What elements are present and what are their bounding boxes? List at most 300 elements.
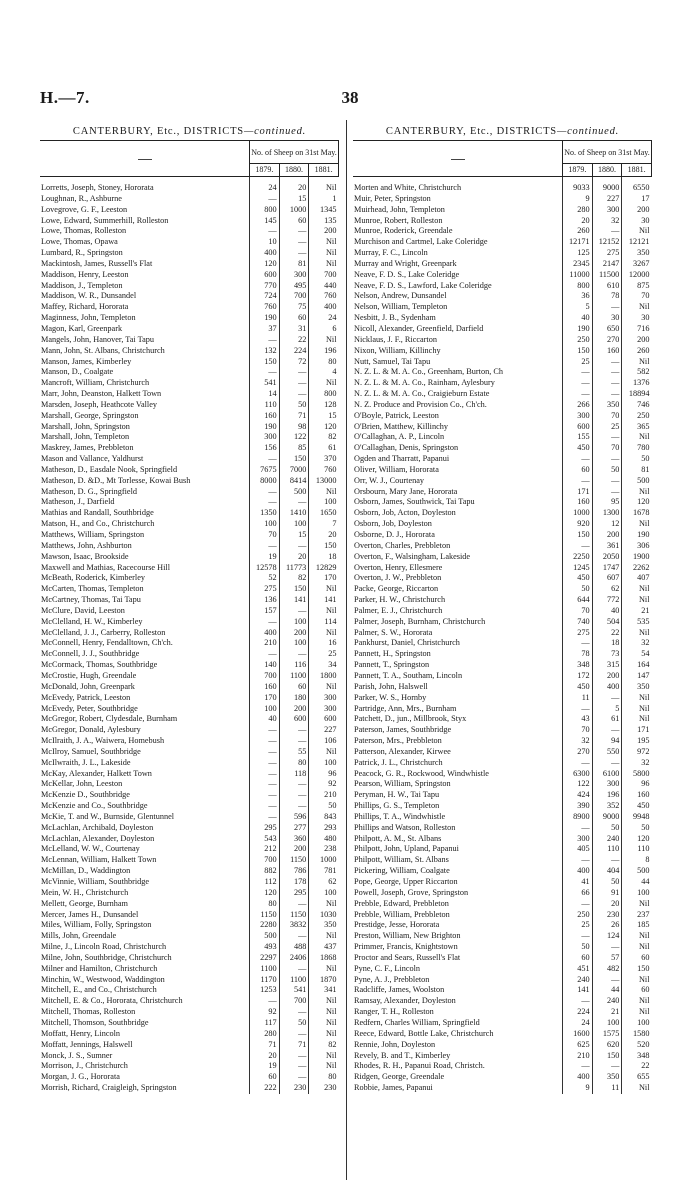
owner-name-cell: Minchin, W., Westwood, Waddington	[41, 974, 165, 984]
sheep-1880-cell: 21	[592, 1007, 622, 1018]
owner-name-cell: Murray and Wright, Greenpark	[354, 258, 457, 268]
sheep-1881-cell: 746	[622, 400, 652, 411]
table-row	[40, 812, 339, 823]
sheep-1881-cell: Nil	[309, 1007, 339, 1018]
sheep-1880-cell: —	[279, 541, 309, 552]
table-row	[353, 855, 652, 866]
sheep-1879-cell: —	[250, 769, 280, 780]
sheep-1881-cell: 17	[622, 194, 652, 205]
table-row	[40, 281, 339, 292]
owner-name-cell: Mackintosh, James, Russell's Flat	[41, 258, 153, 268]
sheep-1880-cell: 9000	[592, 177, 622, 194]
table-row	[40, 530, 339, 541]
owner-name-cell: Mann, John, St. Albans, Christchurch	[41, 345, 165, 355]
sheep-1880-cell: —	[279, 367, 309, 378]
sheep-1880-cell: 18	[592, 638, 622, 649]
sheep-1881-cell: Nil	[309, 899, 339, 910]
table-row	[353, 899, 652, 910]
sheep-1881-cell: 3267	[622, 259, 652, 270]
owner-name-cell: Ridgen, George, Greendale	[354, 1072, 445, 1082]
table-row	[40, 487, 339, 498]
sheep-1879-cell: 210	[563, 1051, 593, 1062]
sheep-1879-cell: 70	[563, 725, 593, 736]
table-row	[353, 964, 652, 975]
owner-name-cell: Mellett, George, Burnham	[41, 898, 128, 908]
sheep-1880-cell: 20	[592, 899, 622, 910]
sheep-1880-cell: 91	[592, 888, 622, 899]
owner-name-cell: Ramsay, Alexander, Doyleston	[354, 996, 456, 1006]
owner-name-cell: Mawson, Isaac, Brookside	[41, 551, 129, 561]
sheep-1881-cell: 230	[309, 1083, 339, 1094]
sheep-1881-cell: 100	[309, 888, 339, 899]
sheep-1879-cell: 1170	[250, 975, 280, 986]
sheep-1879-cell: 155	[563, 432, 593, 443]
table-row	[353, 1040, 652, 1051]
sheep-1881-cell: 655	[622, 1072, 652, 1083]
table-row	[353, 378, 652, 389]
sheep-1881-cell: Nil	[309, 584, 339, 595]
owner-name-cell: McKay, Alexander, Halkett Town	[41, 768, 152, 778]
sheep-1880-cell: 15	[279, 194, 309, 205]
sheep-1881-cell: 135	[309, 216, 339, 227]
table-row	[40, 1083, 339, 1094]
sheep-1881-cell: 170	[309, 573, 339, 584]
owner-name-cell: McKellar, John, Leeston	[41, 779, 123, 789]
owner-name-cell: Nesbitt, J. B., Sydenham	[354, 313, 436, 323]
name-column-header	[40, 141, 250, 177]
owner-name-cell: McKenzie D., Southbridge	[41, 790, 130, 800]
owner-name-cell: Philpott, A. M., St. Albans	[354, 833, 442, 843]
owner-name-cell: Lorretts, Joseph, Stoney, Hororata	[41, 183, 154, 192]
sheep-1881-cell: 13000	[309, 476, 339, 487]
table-row	[353, 281, 652, 292]
sheep-1879-cell: —	[563, 1061, 593, 1072]
sheep-1881-cell: Nil	[622, 584, 652, 595]
sheep-1879-cell: 400	[563, 1072, 593, 1083]
sheep-1879-cell: 125	[563, 248, 593, 259]
owner-name-cell: McEvedy, Peter, Southbridge	[41, 703, 138, 713]
sheep-1879-cell: 150	[563, 346, 593, 357]
sheep-1879-cell: 882	[250, 866, 280, 877]
table-row	[40, 769, 339, 780]
table-row	[40, 563, 339, 574]
header-dash	[138, 159, 152, 160]
sheep-1881-cell: 6550	[622, 177, 652, 194]
sheep-1880-cell: 786	[279, 866, 309, 877]
owner-name-cell: N. Z. L. & M. A. Co., Rainham, Aylesbury	[354, 378, 495, 388]
sheep-1880-cell: 315	[592, 660, 622, 671]
sheep-1880-cell: 2147	[592, 259, 622, 270]
sheep-1880-cell: 360	[279, 834, 309, 845]
sheep-1881-cell: 120	[622, 834, 652, 845]
sheep-1879-cell: 41	[563, 877, 593, 888]
owner-name-cell: Pickering, William, Coalgate	[354, 866, 450, 876]
owner-name-cell: N. Z. Produce and Provision Co., Ch'ch.	[354, 399, 487, 409]
owner-name-cell: Prestidge, Jesse, Hororata	[354, 920, 440, 930]
sheep-1880-cell: 100	[279, 638, 309, 649]
owner-name-cell: Nicoll, Alexander, Greenfield, Darfield	[354, 323, 484, 333]
owner-name-cell: McKie, T. and W., Burnside, Glentunnel	[41, 811, 175, 821]
sheep-1880-cell: 230	[279, 1083, 309, 1094]
sheep-1881-cell: 1376	[622, 378, 652, 389]
table-row	[40, 682, 339, 693]
table-row	[353, 649, 652, 660]
owner-name-cell: Osborn, Job, Doyleston	[354, 519, 432, 529]
sheep-1881-cell: 300	[309, 693, 339, 704]
table-row	[353, 866, 652, 877]
sheep-1881-cell: 5800	[622, 769, 652, 780]
table-row	[40, 367, 339, 378]
sheep-1879-cell: —	[563, 758, 593, 769]
table-row	[353, 454, 652, 465]
sheep-1881-cell: 96	[309, 769, 339, 780]
sheep-1879-cell: —	[563, 931, 593, 942]
sheep-1880-cell: —	[279, 248, 309, 259]
table-row	[353, 877, 652, 888]
owner-name-cell: McCrostie, Hugh, Greendale	[41, 670, 137, 680]
sheep-1881-cell: 716	[622, 324, 652, 335]
sheep-1880-cell: 1300	[592, 508, 622, 519]
sheep-1879-cell: 11	[563, 693, 593, 704]
owner-name-cell: McCartney, Thomas, Tai Tapu	[41, 595, 141, 605]
table-row	[40, 584, 339, 595]
owner-name-cell: Nutt, Samuel, Tai Tapu	[354, 356, 431, 366]
owner-name-cell: Mills, John, Greendale	[41, 931, 117, 941]
table-row	[353, 975, 652, 986]
sheep-1880-cell: —	[592, 302, 622, 313]
owner-name-cell: Matheson, J., Darfield	[41, 497, 115, 507]
sheep-1879-cell: 770	[250, 281, 280, 292]
table-row	[40, 931, 339, 942]
sheep-1881-cell: 164	[622, 660, 652, 671]
table-row	[40, 617, 339, 628]
sheep-1880-cell: 295	[279, 888, 309, 899]
table-row	[353, 769, 652, 780]
owner-name-cell: McClelland, H. W., Kimberley	[41, 616, 143, 626]
sheep-1881-cell: 50	[622, 454, 652, 465]
sheep-1881-cell: 1030	[309, 910, 339, 921]
owner-name-cell: Munroe, Roderick, Greendale	[354, 226, 453, 236]
sheep-1880-cell: 650	[592, 324, 622, 335]
table-row	[353, 465, 652, 476]
section-title: CANTERBURY, Etc., DISTRICTS	[72, 126, 244, 137]
sheep-1881-cell: 150	[309, 541, 339, 552]
sheep-1879-cell: 9033	[563, 177, 593, 194]
sheep-1879-cell: 250	[563, 335, 593, 346]
owner-name-cell: Nelson, William, Templeton	[354, 302, 448, 312]
sheep-1880-cell: —	[279, 649, 309, 660]
sheep-1880-cell: —	[592, 758, 622, 769]
sheep-1881-cell: 260	[622, 346, 652, 357]
sheep-1881-cell: 61	[309, 443, 339, 454]
sheep-1881-cell: 24	[309, 313, 339, 324]
sheep-1881-cell: 21	[622, 606, 652, 617]
owner-name-cell: McLachlan, Alexander, Doyleston	[41, 833, 155, 843]
table-row	[40, 216, 339, 227]
table-row	[40, 628, 339, 639]
table-row	[40, 866, 339, 877]
table-row	[40, 779, 339, 790]
table-row	[40, 443, 339, 454]
table-row	[353, 736, 652, 747]
sheep-1880-cell: 116	[279, 660, 309, 671]
sheep-1879-cell: —	[563, 855, 593, 866]
sheep-1879-cell: 19	[250, 1061, 280, 1072]
sheep-1880-cell: —	[592, 357, 622, 368]
sheep-1881-cell: Nil	[622, 595, 652, 606]
sheep-1879-cell: 52	[250, 573, 280, 584]
year-header-1879: 1879.	[250, 164, 280, 177]
table-row	[40, 432, 339, 443]
table-row	[353, 497, 652, 508]
table-row	[353, 725, 652, 736]
table-row	[353, 996, 652, 1007]
owner-name-cell: N. Z. L. & M. A. Co., Greenham, Burton, Ch	[354, 367, 503, 377]
owner-name-cell: Orr, W. J., Courtenay	[354, 475, 425, 485]
sheep-1880-cell: 71	[279, 411, 309, 422]
sheep-1879-cell: 2297	[250, 953, 280, 964]
sheep-1879-cell: 266	[563, 400, 593, 411]
sheep-1880-cell: 150	[279, 454, 309, 465]
owner-name-cell: Oliver, William, Hororata	[354, 464, 439, 474]
sheep-1879-cell: 1000	[563, 508, 593, 519]
table-row	[40, 389, 339, 400]
sheep-1880-cell: 118	[279, 769, 309, 780]
sheep-1880-cell: 61	[592, 714, 622, 725]
sheep-1880-cell: 200	[279, 704, 309, 715]
owner-name-cell: Osborn, James, Southwick, Tai Tapu	[354, 497, 475, 507]
sheep-1880-cell: 350	[592, 1072, 622, 1083]
sheep-1880-cell: 50	[279, 400, 309, 411]
sheep-1880-cell: —	[279, 237, 309, 248]
sheep-1881-cell: Nil	[309, 996, 339, 1007]
sheep-1879-cell: —	[250, 649, 280, 660]
sheep-1879-cell: —	[250, 725, 280, 736]
sheep-1881-cell: Nil	[622, 996, 652, 1007]
sheep-1879-cell: 36	[563, 291, 593, 302]
sheep-1881-cell: 106	[309, 736, 339, 747]
table-row	[353, 226, 652, 237]
sheep-1879-cell: —	[563, 823, 593, 834]
table-row	[40, 400, 339, 411]
sheep-1879-cell: 190	[250, 422, 280, 433]
sheep-1880-cell: 100	[279, 617, 309, 628]
sheep-1881-cell: 250	[622, 411, 652, 422]
sheep-1880-cell: 200	[279, 628, 309, 639]
table-row	[40, 476, 339, 487]
sheep-1880-cell: 482	[592, 964, 622, 975]
table-row	[40, 953, 339, 964]
owner-name-cell: Nixon, William, Killinchy	[354, 345, 441, 355]
table-row	[40, 519, 339, 530]
table-row	[40, 920, 339, 931]
sheep-1879-cell: —	[250, 790, 280, 801]
section-heading	[40, 124, 339, 140]
sheep-1880-cell: 11	[592, 1083, 622, 1094]
owner-name-cell: McVinnie, William, Southbridge	[41, 877, 150, 886]
sheep-1880-cell: 700	[279, 996, 309, 1007]
owner-name-cell: Mitchell, E. & Co., Hororata, Christchurch	[41, 996, 183, 1006]
sheep-1880-cell: —	[279, 899, 309, 910]
sheep-1879-cell: 300	[563, 411, 593, 422]
sheep-1881-cell: 120	[309, 422, 339, 433]
year-header-1880: 1880.	[592, 164, 622, 177]
owner-name-cell: Lumbard, R., Springston	[41, 248, 123, 258]
sheep-1879-cell: 50	[563, 584, 593, 595]
sheep-1880-cell: 11500	[592, 270, 622, 281]
sheep-1879-cell: —	[563, 704, 593, 715]
table-row	[353, 931, 652, 942]
sheep-1879-cell: 170	[250, 693, 280, 704]
table-row	[353, 541, 652, 552]
owner-name-cell: Parish, John, Halswell	[354, 681, 428, 691]
sheep-1881-cell: 1800	[309, 671, 339, 682]
sheep-1881-cell: Nil	[622, 704, 652, 715]
owner-name-cell: McGregor, Robert, Clydesdale, Burnham	[41, 714, 178, 724]
sheep-1880-cell: 178	[279, 877, 309, 888]
sheep-1880-cell: 82	[279, 573, 309, 584]
sheep-1879-cell: 150	[563, 530, 593, 541]
table-row	[353, 216, 652, 227]
sheep-1880-cell: —	[279, 736, 309, 747]
table-row	[40, 378, 339, 389]
owner-name-cell: Prebble, William, Prebbleton	[354, 909, 450, 919]
sheep-1881-cell: 238	[309, 844, 339, 855]
sheep-1881-cell: Nil	[622, 714, 652, 725]
table-row	[40, 942, 339, 953]
owner-name-cell: Peryman, H. W., Tai Tapu	[354, 790, 440, 800]
owner-name-cell: McLennan, William, Halkett Town	[41, 855, 157, 865]
sheep-1879-cell: 132	[250, 346, 280, 357]
sheep-1881-cell: Nil	[309, 628, 339, 639]
page-header	[40, 88, 660, 110]
sheep-1880-cell: —	[279, 725, 309, 736]
sheep-1879-cell: 92	[250, 1007, 280, 1018]
column-divider	[346, 120, 347, 1180]
sheep-1879-cell: 25	[563, 357, 593, 368]
sheep-1879-cell: 275	[250, 584, 280, 595]
table-row	[40, 975, 339, 986]
owner-name-cell: Milner and Hamilton, Christchurch	[41, 963, 158, 973]
table-row	[353, 194, 652, 205]
sheep-1881-cell: Nil	[622, 487, 652, 498]
owner-name-cell: Revely, B. and T., Kimberley	[354, 1050, 451, 1060]
sheep-1879-cell: 1600	[563, 1029, 593, 1040]
sheep-1879-cell: 800	[563, 281, 593, 292]
sheep-1880-cell: 2406	[279, 953, 309, 964]
table-row	[353, 270, 652, 281]
sheep-1880-cell: —	[592, 226, 622, 237]
sheep-1879-cell: 390	[563, 801, 593, 812]
owner-name-cell: Proctor and Sears, Russell's Flat	[354, 952, 461, 962]
table-row	[353, 519, 652, 530]
sheep-1881-cell: 1000	[309, 855, 339, 866]
owner-name-cell: Phillips, G. S., Templeton	[354, 801, 440, 811]
sheep-1881-cell: 480	[309, 834, 339, 845]
sheep-1880-cell: —	[592, 367, 622, 378]
sheep-1881-cell: 600	[309, 714, 339, 725]
owner-name-cell: Ogden and Tharratt, Papanui	[354, 454, 450, 464]
sheep-1881-cell: 15	[309, 411, 339, 422]
owner-name-cell: Milne, John, Southbridge, Christchurch	[41, 952, 172, 962]
owner-name-cell: Muirhead, John, Templeton	[354, 204, 445, 214]
sheep-1881-cell: 1	[309, 194, 339, 205]
table-row	[40, 1040, 339, 1051]
sheep-1879-cell: —	[563, 367, 593, 378]
owner-name-cell: O'Callaghan, A. P., Lincoln	[354, 432, 445, 442]
table-row	[353, 1018, 652, 1029]
table-row	[40, 248, 339, 259]
sheep-1879-cell: 20	[250, 1051, 280, 1062]
table-row	[40, 1007, 339, 1018]
table-row	[40, 725, 339, 736]
sheep-1879-cell: —	[250, 812, 280, 823]
sheep-1880-cell: —	[279, 1072, 309, 1083]
sheep-1881-cell: 44	[622, 877, 652, 888]
sheep-1880-cell: 300	[592, 205, 622, 216]
sheep-count-group-header: No. of Sheep on 31st May.	[563, 141, 652, 164]
table-row	[353, 682, 652, 693]
sheep-1879-cell: 112	[250, 877, 280, 888]
sheep-1879-cell: 724	[250, 291, 280, 302]
sheep-1879-cell: 19	[250, 552, 280, 563]
sheep-1880-cell: —	[592, 942, 622, 953]
sheep-1880-cell: —	[279, 964, 309, 975]
sheep-1880-cell: 110	[592, 844, 622, 855]
owner-name-cell: Marshall, George, Springston	[41, 410, 139, 420]
sheep-1880-cell: 1150	[279, 910, 309, 921]
sheep-1879-cell: 210	[250, 638, 280, 649]
sheep-1881-cell: 440	[309, 281, 339, 292]
table-row	[40, 704, 339, 715]
sheep-1881-cell: 30	[622, 216, 652, 227]
sheep-1880-cell: 60	[279, 682, 309, 693]
sheep-1880-cell: 12	[592, 519, 622, 530]
sheep-1881-cell: 150	[622, 964, 652, 975]
table-row	[40, 996, 339, 1007]
sheep-1879-cell: 625	[563, 1040, 593, 1051]
owner-name-cell: Pannett, T., Springston	[354, 660, 430, 670]
owner-name-cell: Murchison and Cartmel, Lake Coleridge	[354, 237, 488, 247]
sheep-1880-cell: 1410	[279, 508, 309, 519]
sheep-1880-cell: —	[592, 389, 622, 400]
sheep-1881-cell: 196	[309, 346, 339, 357]
sheep-1881-cell: 54	[622, 649, 652, 660]
owner-name-cell: Morrish, Richard, Craigleigh, Springston	[41, 1083, 177, 1093]
sheep-1879-cell: —	[563, 996, 593, 1007]
owner-name-cell: McClelland, J. J., Carberry, Rolleston	[41, 627, 166, 637]
owner-name-cell: Morgan, J. G., Hororata	[41, 1072, 120, 1082]
table-row	[40, 411, 339, 422]
sheep-1880-cell: 25	[592, 422, 622, 433]
sheep-1880-cell: 607	[592, 573, 622, 584]
sheep-1881-cell: 160	[622, 790, 652, 801]
owner-name-cell: Redfern, Charles William, Springfield	[354, 1017, 480, 1027]
sheep-1879-cell: 100	[250, 519, 280, 530]
owner-name-cell: Pannett, T. A., Southam, Lincoln	[354, 670, 463, 680]
sheep-1879-cell: —	[563, 454, 593, 465]
table-row	[353, 177, 652, 194]
sheep-1880-cell: 70	[592, 411, 622, 422]
sheep-1880-cell: 7000	[279, 465, 309, 476]
sheep-1879-cell: 280	[250, 1029, 280, 1040]
table-row	[353, 324, 652, 335]
sheep-1879-cell: —	[563, 389, 593, 400]
sheep-1879-cell: —	[250, 758, 280, 769]
owner-name-cell: Neave, F. D. S., Lawford, Lake Coleridge	[354, 280, 492, 290]
left-table-body	[40, 177, 339, 1094]
sheep-1881-cell: 1870	[309, 975, 339, 986]
